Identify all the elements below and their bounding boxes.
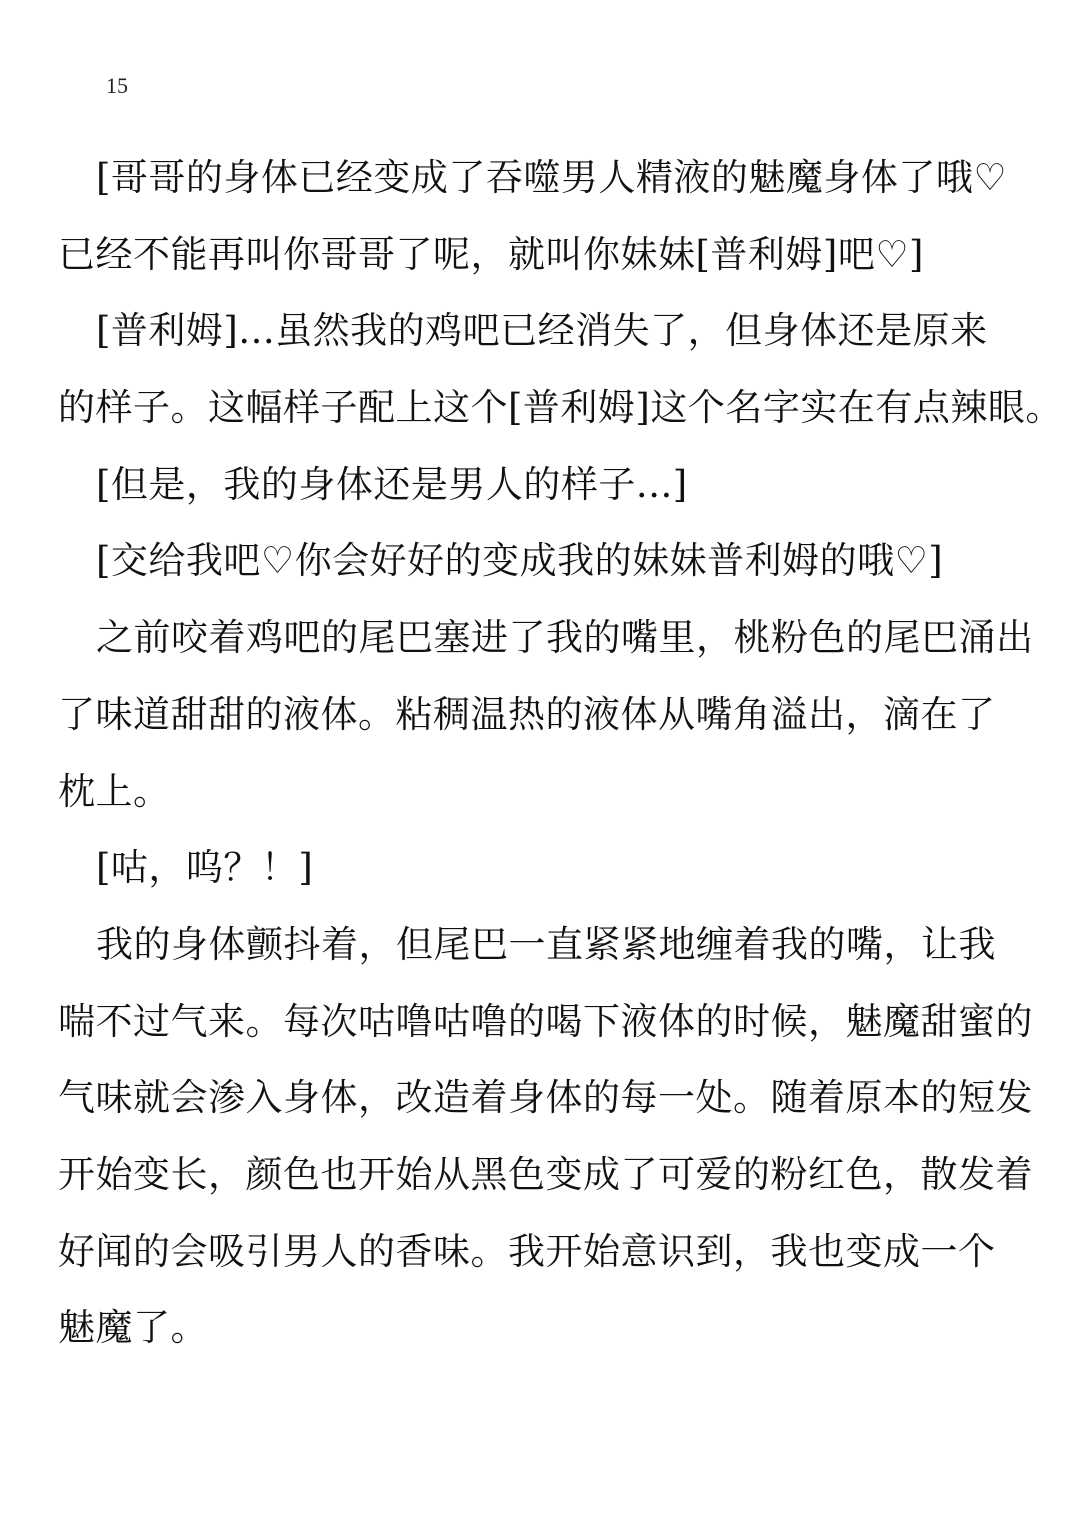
text-line: 之前咬着鸡吧的尾巴塞进了我的嘴里，桃粉色的尾巴涌出 [96, 616, 1034, 660]
text-line: 我的身体颤抖着，但尾巴一直紧紧地缠着我的嘴，让我 [96, 922, 996, 966]
body-text [58, 140, 1062, 1367]
text-line: [但是，我的身体还是男人的样子...] [96, 462, 688, 506]
text-line: 已经不能再叫你哥哥了呢，就叫你妹妹[普利姆]吧♡] [58, 232, 924, 276]
text-line: [普利姆]...虽然我的鸡吧已经消失了，但身体还是原来 [96, 309, 988, 353]
text-line: 枕上。 [58, 769, 171, 813]
text-line: [咕，呜？！] [96, 846, 314, 890]
page-number: 15 [106, 73, 128, 98]
text-line: 好闻的会吸引男人的香味。我开始意识到，我也变成一个 [58, 1229, 996, 1273]
text-line: 的样子。这幅样子配上这个[普利姆]这个名字实在有点辣眼。 [58, 386, 1063, 430]
text-line: [哥哥的身体已经变成了吞噬男人精液的魅魔身体了哦♡ [96, 156, 1008, 199]
text-line: [交给我吧♡你会好好的变成我的妹妹普利姆的哦♡] [96, 539, 944, 583]
text-line: 气味就会渗入身体，改造着身体的每一处。随着原本的短发 [58, 1076, 1033, 1120]
text-line: 魅魔了。 [58, 1306, 208, 1350]
text-line: 了味道甜甜的液体。粘稠温热的液体从嘴角溢出，滴在了 [58, 692, 996, 736]
text-line: 开始变长，颜色也开始从黑色变成了可爱的粉红色，散发着 [58, 1152, 1033, 1196]
text-line: 喘不过气来。每次咕噜咕噜的喝下液体的时候，魅魔甜蜜的 [58, 999, 1033, 1043]
